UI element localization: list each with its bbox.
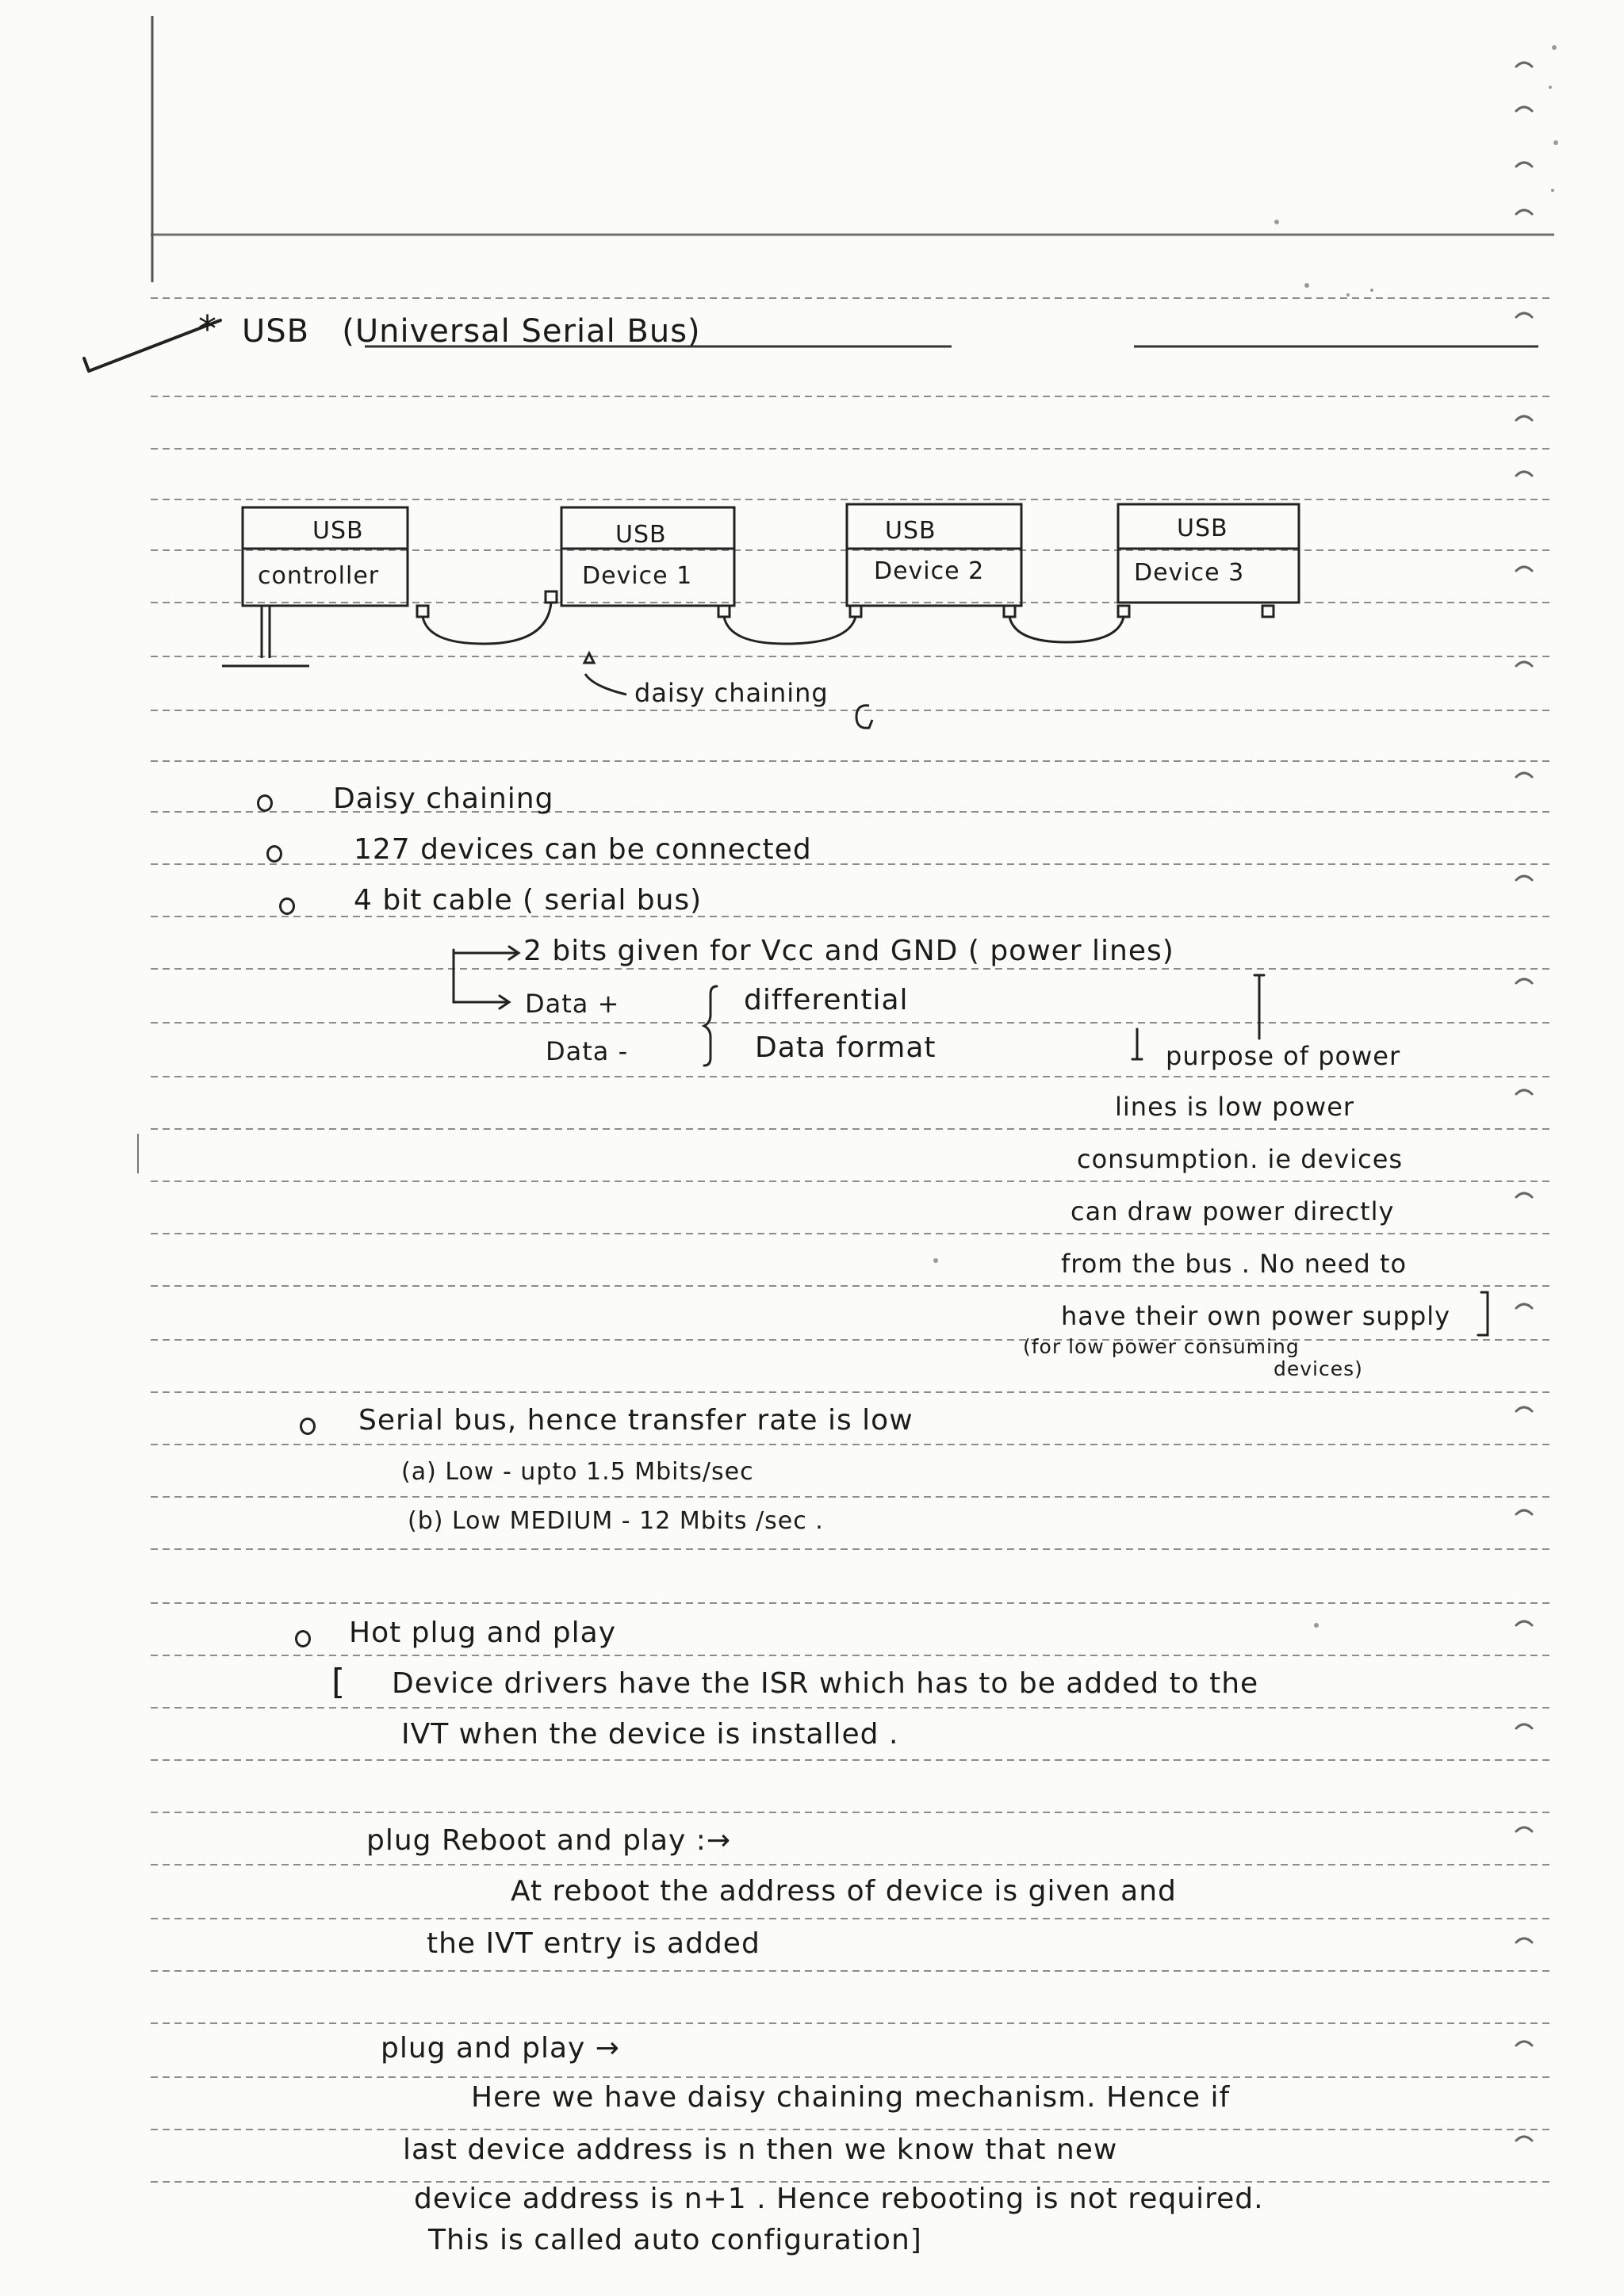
plug-reboot-line: At reboot the address of device is given and	[511, 1875, 1177, 1908]
bullet-4-bit-cable: 4 bit cable ( serial bus)	[354, 884, 703, 916]
daisy-chaining-label: daisy chaining	[634, 678, 829, 708]
cable-data-plus: Data +	[525, 989, 620, 1019]
power-note-line: from the bus . No need to	[1061, 1249, 1408, 1279]
transfer-rate-heading: Serial bus, hence transfer rate is low	[358, 1404, 914, 1437]
plug-and-play-heading: plug and play →	[381, 2032, 620, 2064]
power-note-paren-line: (for low power consuming	[1023, 1335, 1300, 1358]
cable-data-minus: Data -	[546, 1036, 629, 1066]
cable-data-format: Data format	[755, 1031, 936, 1064]
hot-plug-line: IVT when the device is installed .	[401, 1718, 899, 1751]
power-note-paren-line: devices)	[1274, 1357, 1363, 1380]
diagram-box-top-device-2: USB	[885, 517, 936, 545]
power-note-line: can draw power directly	[1071, 1196, 1395, 1226]
plug-reboot-line: the IVT entry is added	[427, 1927, 760, 1960]
power-note-line: purpose of power	[1166, 1041, 1401, 1071]
diagram-box-bottom-device-1: Device 1	[582, 562, 693, 590]
diagram-box-top-device-1: USB	[615, 521, 667, 549]
plug-and-play-line: This is called auto configuration]	[428, 2224, 922, 2256]
diagram-box-bottom-device-2: Device 2	[874, 557, 985, 585]
cable-differential: differential	[744, 984, 909, 1016]
plug-reboot-heading: plug Reboot and play :→	[366, 1824, 732, 1857]
power-note-line: have their own power supply	[1061, 1301, 1451, 1331]
diagram-box-bottom-controller: controller	[258, 562, 380, 590]
plug-and-play-line: Here we have daisy chaining mechanism. Hence if	[471, 2081, 1231, 2114]
plug-and-play-line: device address is n+1 . Hence rebooting is not required.	[414, 2183, 1264, 2215]
diagram-box-top-controller: USB	[312, 517, 364, 545]
plug-and-play-line: last device address is n then we know that new	[403, 2133, 1118, 2166]
diagram-box-bottom-device-3: Device 3	[1134, 559, 1245, 587]
hot-plug-bracket: [	[331, 1662, 347, 1702]
bullet-icon	[295, 1630, 311, 1647]
power-note-line: lines is low power	[1115, 1092, 1355, 1122]
bullet-icon	[300, 1418, 316, 1435]
bullet-daisy-chaining: Daisy chaining	[333, 783, 554, 815]
transfer-rate-low-medium: (b) Low MEDIUM - 12 Mbits /sec .	[408, 1507, 824, 1535]
hot-plug-line: Device drivers have the ISR which has to be added to the	[392, 1667, 1259, 1700]
hot-plug-heading: Hot plug and play	[349, 1617, 617, 1649]
diagram-box-top-device-3: USB	[1177, 515, 1228, 542]
cable-power-lines: 2 bits given for Vcc and GND ( power lines)	[523, 935, 1174, 967]
bullet-127-devices: 127 devices can be connected	[354, 833, 812, 866]
transfer-rate-low: (a) Low - upto 1.5 Mbits/sec	[401, 1458, 754, 1486]
title-star: *	[198, 308, 217, 350]
page-title: USB (Universal Serial Bus)	[242, 313, 701, 350]
power-note-line: consumption. ie devices	[1077, 1144, 1404, 1174]
